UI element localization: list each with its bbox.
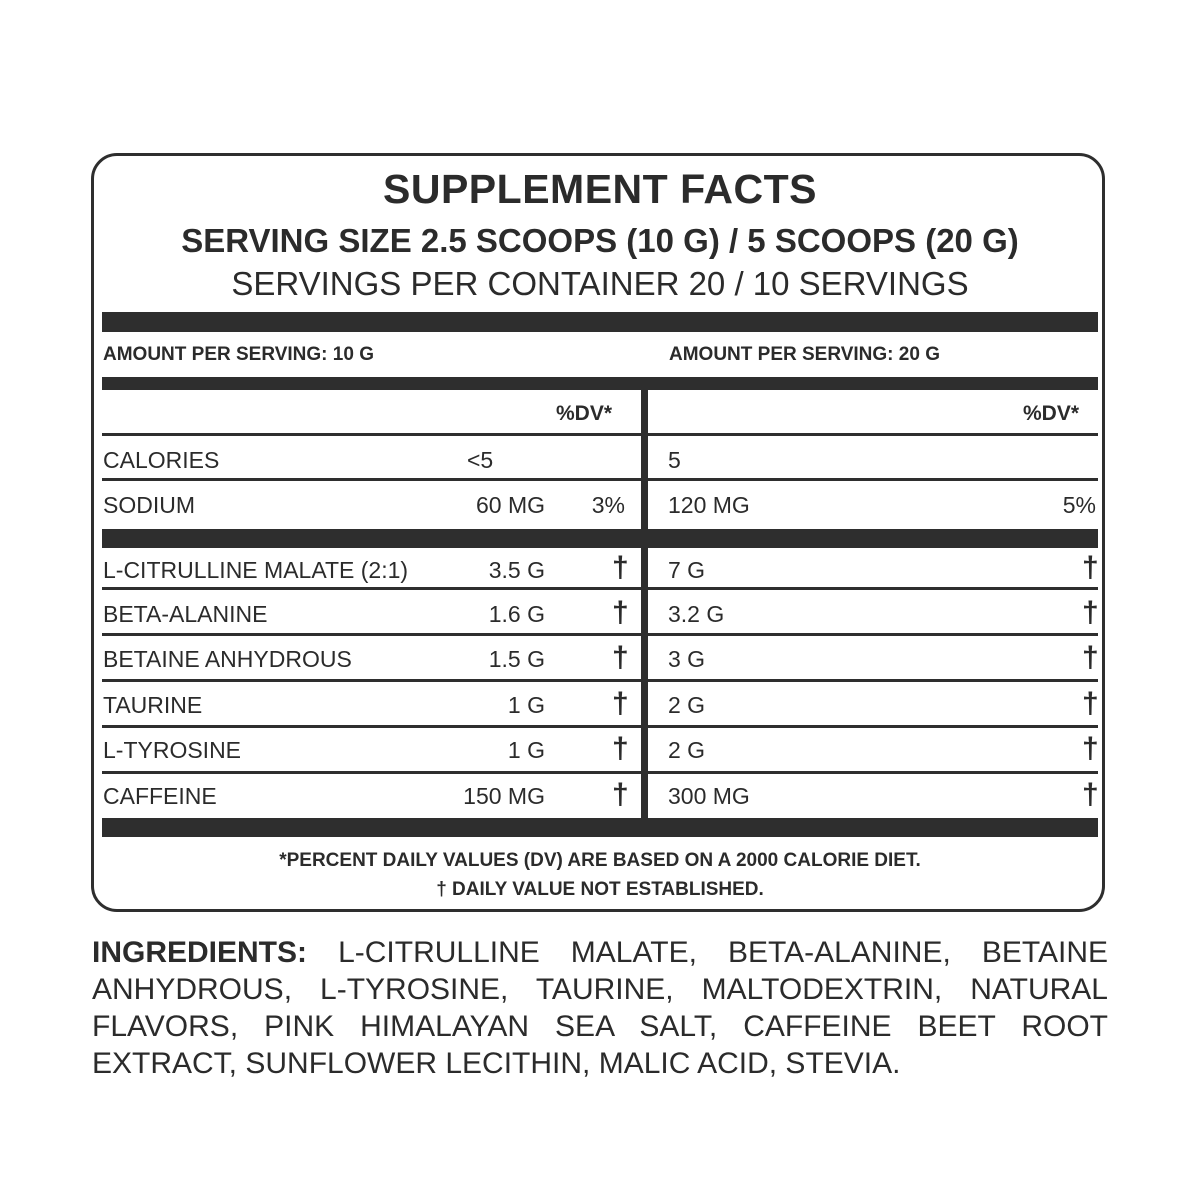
row-rule: [102, 433, 641, 436]
dv-header-20g: %DV*: [1023, 402, 1080, 425]
amount-20g: 7 G: [668, 557, 706, 583]
column-divider: [641, 548, 648, 818]
row-rule: [102, 771, 641, 774]
dagger-icon: †: [612, 778, 629, 811]
dagger-icon: †: [1082, 778, 1099, 811]
thick-divider-mid: [102, 529, 1098, 548]
panel-title: SUPPLEMENT FACTS: [383, 166, 817, 212]
row-rule: [102, 478, 641, 481]
row-rule: [102, 725, 641, 728]
dagger-icon: †: [1082, 732, 1099, 765]
amount-10g: 1 G: [507, 692, 545, 718]
ingredient-name: L-CITRULLINE MALATE (2:1): [103, 557, 409, 583]
amount-10g: 1.6 G: [488, 601, 545, 627]
amount-10g: 1 G: [507, 737, 545, 763]
amount-10g: 150 MG: [463, 783, 545, 809]
dagger-icon: †: [1082, 551, 1099, 584]
amount-20g: 5: [668, 447, 681, 473]
amount-10g: 3.5 G: [488, 557, 545, 583]
amount-20g: 3.2 G: [668, 601, 725, 627]
amount-per-serving-20g: AMOUNT PER SERVING: 20 G: [669, 344, 940, 365]
ingredient-name: BETA-ALANINE: [103, 601, 268, 627]
dagger-icon: †: [1082, 596, 1099, 629]
dv-10g: 3%: [591, 492, 625, 518]
ingredient-name: CAFFEINE: [103, 783, 217, 809]
row-rule: [648, 771, 1098, 774]
dagger-icon: †: [612, 732, 629, 765]
nutrient-name: SODIUM: [103, 492, 195, 518]
serving-size: SERVING SIZE 2.5 SCOOPS (10 G) / 5 SCOOPS (20 G): [181, 222, 1019, 259]
ingredient-name: BETAINE ANHYDROUS: [103, 646, 352, 672]
dv-header-10g: %DV*: [556, 402, 613, 425]
row-rule: [102, 587, 641, 590]
column-divider: [641, 390, 648, 529]
row-rule: [648, 478, 1098, 481]
dagger-icon: †: [612, 687, 629, 720]
dagger-footnote: † DAILY VALUE NOT ESTABLISHED.: [436, 879, 764, 900]
thick-divider-top: [102, 312, 1098, 332]
row-rule: [102, 633, 641, 636]
row-rule: [648, 679, 1098, 682]
amount-20g: 2 G: [668, 692, 706, 718]
amount-10g: <5: [467, 447, 494, 473]
row-rule: [102, 679, 641, 682]
amount-per-serving-10g: AMOUNT PER SERVING: 10 G: [103, 344, 374, 365]
amount-10g: 1.5 G: [488, 646, 545, 672]
ingredients-label: INGREDIENTS:: [92, 936, 308, 969]
dagger-icon: †: [1082, 687, 1099, 720]
nutrient-name: CALORIES: [103, 447, 220, 473]
dv-20g: 5%: [1062, 492, 1096, 518]
amount-20g: 2 G: [668, 737, 706, 763]
thick-divider-amount: [102, 377, 1098, 390]
dagger-icon: †: [1082, 641, 1099, 674]
thick-divider-bottom: [102, 818, 1098, 837]
row-rule: [648, 633, 1098, 636]
dv-footnote: *PERCENT DAILY VALUES (DV) ARE BASED ON A 2000 CALORIE DIET.: [279, 850, 921, 871]
row-rule: [648, 433, 1098, 436]
ingredient-name: TAURINE: [103, 692, 203, 718]
ingredients-list: [92, 934, 1108, 1082]
row-rule: [648, 587, 1098, 590]
amount-20g: 3 G: [668, 646, 706, 672]
amount-20g: 120 MG: [668, 492, 750, 518]
ingredient-name: L-TYROSINE: [103, 737, 242, 763]
servings-per-container: SERVINGS PER CONTAINER 20 / 10 SERVINGS: [231, 265, 969, 302]
ingredients-text: L-CITRULLINE MALATE, BETA-ALANINE, BETAINE ANHYDROUS, L-TYROSINE, TAURINE, MALTODEXTRIN, NATURAL FLAVORS, PINK HIMALAYAN SEA SALT, CAFFEINE BEET ROOT EXTRACT, SUNFLOWER LECITHIN, MALIC ACID, STEVIA.: [92, 936, 1108, 1080]
dagger-icon: †: [612, 596, 629, 629]
amount-20g: 300 MG: [668, 783, 750, 809]
dagger-icon: †: [612, 551, 629, 584]
dagger-icon: †: [612, 641, 629, 674]
amount-10g: 60 MG: [475, 492, 545, 518]
row-rule: [648, 725, 1098, 728]
